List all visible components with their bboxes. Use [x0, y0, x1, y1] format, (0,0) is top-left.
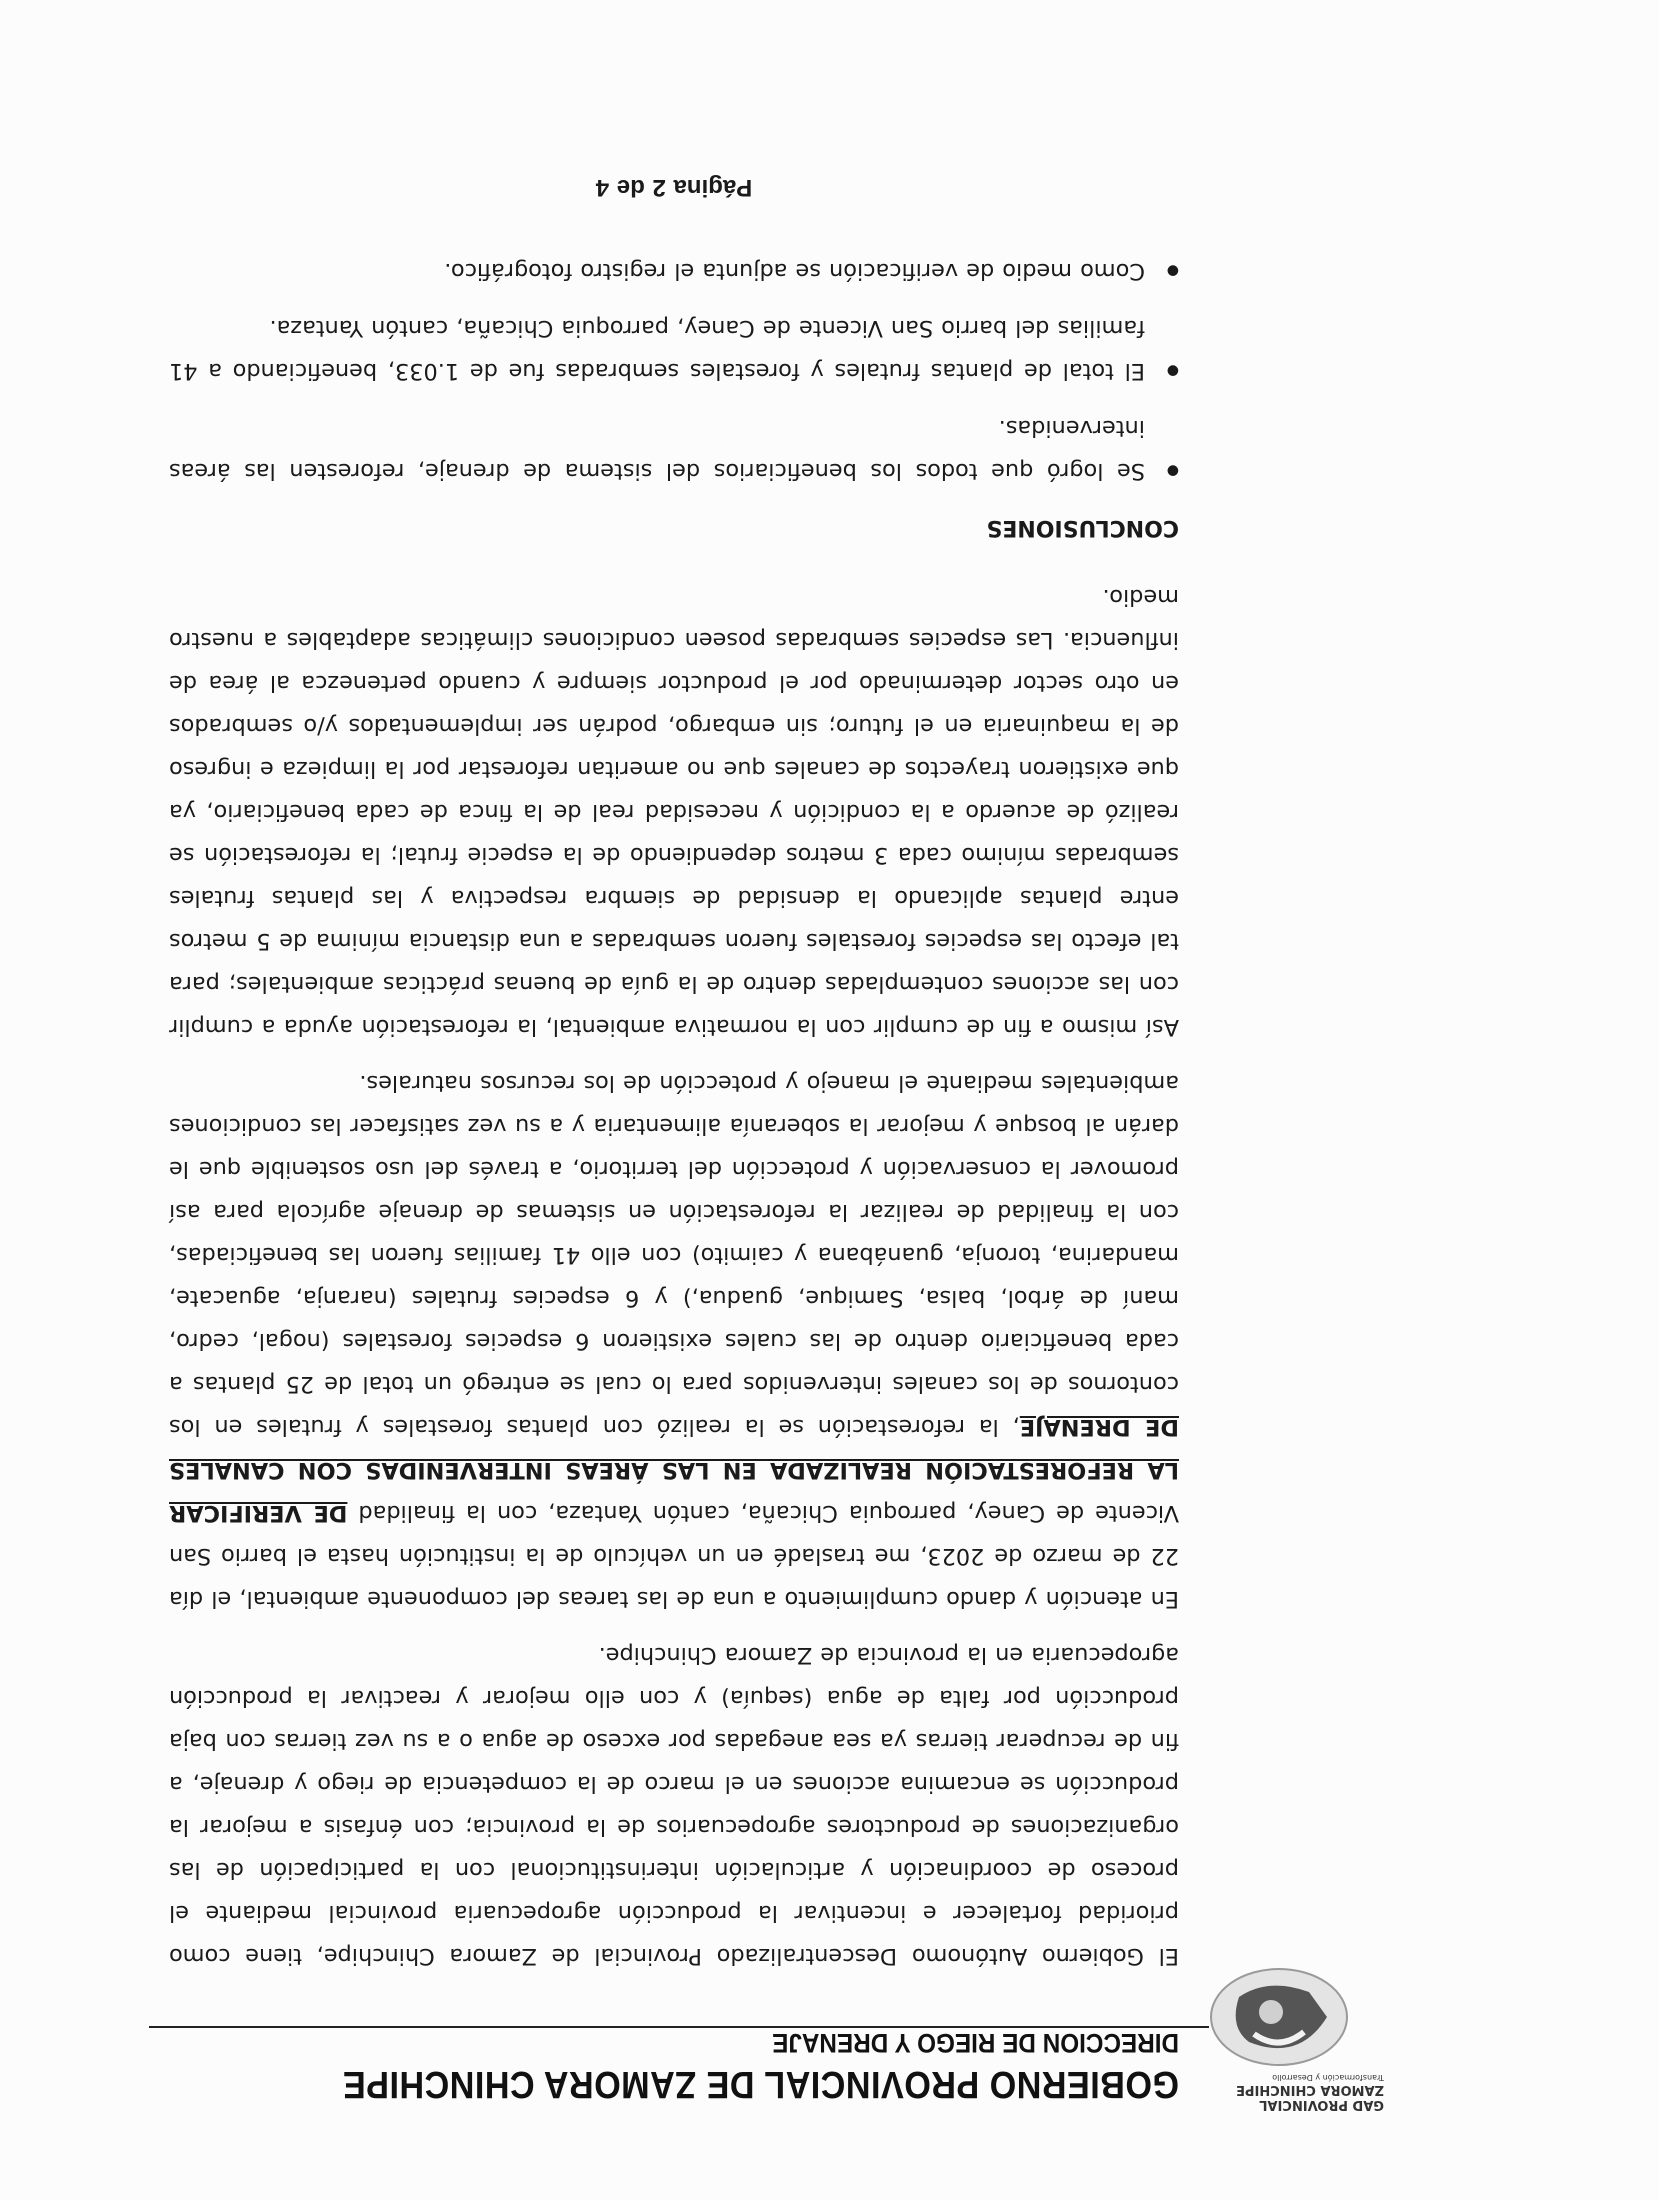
logo-line-3: Transformación y Desarrollo [1272, 2073, 1384, 2082]
page-content [169, 166, 1384, 2200]
report-body [169, 166, 1179, 1977]
paragraph-verification [169, 1061, 1179, 1620]
logo-line-1: GAD PROVINCIAL [1259, 2097, 1384, 2112]
logo-line-2: ZAMORA CHINCHIPE [1236, 2082, 1384, 2097]
organization-title: GOBIERNO PROVINCIAL DE ZAMORA CHINCHIPE [342, 2063, 1179, 2105]
conclusions-list [169, 249, 1179, 492]
paragraph-verification-start: En atención y dando cumplimiento a una de las tareas del componente ambiental, el día 22 de marzo de 2023, me trasladé en un vehículo de la institución hasta el barrio San Vicente de Caney, parroquia Chicaña, cantón Yantaza, con la finalidad [169, 1500, 1179, 1612]
verification-purpose-highlight: DE VERIFICAR LA REFORESTACIÓN REALIZADA EN LAS ÁREAS INTERVENIDAS CON CANALES DE DRENAJE [169, 1414, 1179, 1526]
conclusion-item: ● Como medio de verificación se adjunta el registro fotográfico. [169, 249, 1145, 292]
page-number: Página 2 de 4 [595, 174, 753, 201]
paragraph-normativa: Así mismo a fin de cumplir con la normativa ambiental, la reforestación ayuda a cumplir con las acciones contempladas dentro de la guía de buenas prácticas ambientales; para tal efecto las especies forestales fueron sembradas a una distancia mínima de 5 metros entre plantas aplicando la densidad de siembra respectiva y las plantas frutales sembradas mínimo cada 3 metros dependiendo de la especie frutal; la reforestación se realizó de acuerdo a la condición y necesidad real de la finca de cada beneficiario, ya que existieron trayectos de canales que no ameritan reforestar por la limpieza e ingreso de la maquinaria en el futuro; sin embargo, podrán ser implementados y/o sembrados en otro sector determinado por el productor siempre y cuando pertenezca al área de influencia. Las especies sembradas poseen condiciones climáticas adaptables a nuestro medio. [169, 584, 1179, 1040]
department-title: DIRECCION DE RIEGO Y DRENAJE [772, 2028, 1179, 2058]
logo-caption [1214, 2072, 1384, 2112]
conclusion-item: ● El total de plantas frutales y forestales sembradas fue de 1.033, beneficiando a 41 familias del barrio San Vicente de Caney, parroquia Chicaña, cantón Yantaza. [169, 306, 1145, 392]
paragraph-intro: El Gobierno Autónomo Descentralizado Provincial de Zamora Chinchipe, tiene como prioridad fortalecer e incentivar la producción agropecuaria provincial mediante el proceso de coordinación y articulación interinstitucional con la participación de las organizaciones de productores agropecuarios de la provincia; con énfasis a mejorar la producción se encamina acciones en el marco de la competencia de riego y drenaje, a fin de recuperar tierras ya sea anegadas por exceso de agua o a su vez tierras con baja producción por falta de agua (sequía) y con ello mejorar y reactivar la producción agropecuaria en la provincia de Zamora Chinchipe. [169, 1642, 1179, 1969]
paragraph-verification-rest: , la reforestación se la realizó con plantas forestales y frutales en los contornos de los canales intervenidos para lo cual se entregó un total de 25 plantas a cada beneficiario dentro de las cuales existieron 6 especies forestales (nogal, cedro, maní de árbol, balsa, Samique, guadua,) y 6 especies frutales (naranja, aguacate, mandarina, toronja, guanábana y caimito) con ello 41 familias fueron las beneficiadas, con la finalidad de realizar la reforestación en sistemas de drenaje agrícola para así promover la conservación y protección del territorio, a través del uso sostenible que le darán al bosque y mejorar la soberanía alimentaria y a su vez satisfacer las condiciones ambientales mediante el manejo y protección de los recursos naturales. [169, 1070, 1179, 1440]
letterhead [169, 1985, 1384, 2200]
conclusions-heading: CONCLUSIONES [986, 515, 1179, 540]
conclusion-item: ● Se logró que todos los beneficiarios del sistema de drenaje, reforesten las áreas intervenidas. [169, 406, 1145, 492]
header-divider [149, 2026, 1209, 2028]
